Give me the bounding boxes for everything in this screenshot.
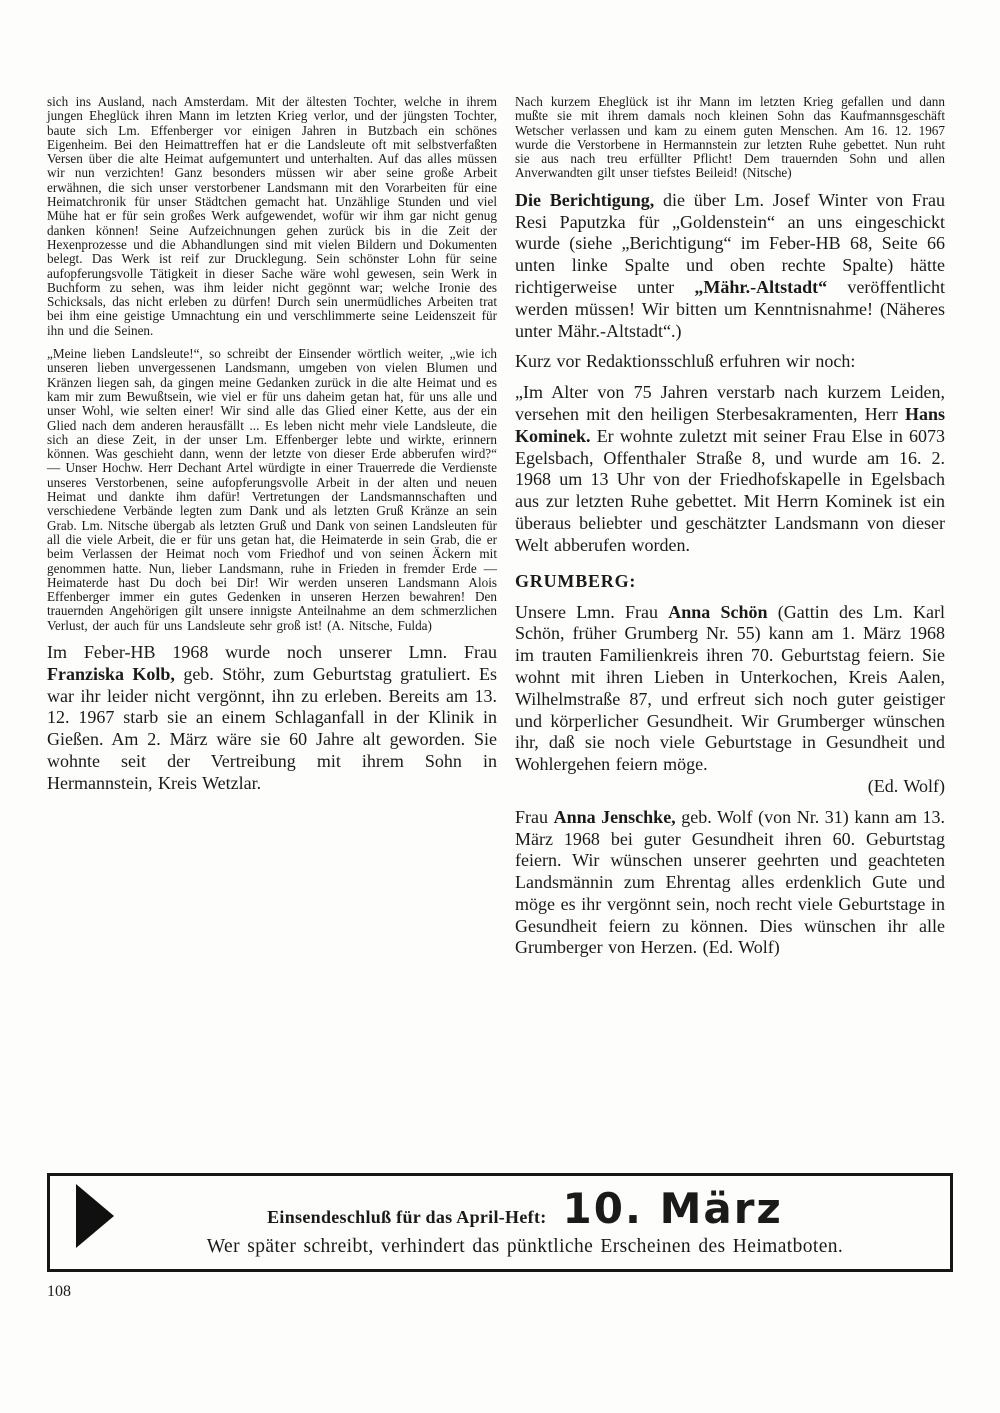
deadline-label: Einsendeschluß für das April-Heft: [267, 1206, 547, 1227]
text: Unsere Lmn. Frau [515, 601, 669, 622]
text: (Ed. Wolf) [867, 775, 945, 796]
deadline-date: 10. März [562, 1183, 783, 1233]
page-content [47, 95, 945, 968]
text: Kurz vor Redaktionsschluß erfuhren wir noch: [515, 351, 856, 372]
schoen-birthday-notice [515, 602, 945, 798]
text: veröffentlicht werden müssen! Wir bitten um Kenntnisnahme! (Näheres unter Mähr.-Altstadt“.) [515, 276, 945, 341]
deadline-banner [47, 1173, 953, 1272]
bold-text: Hans Kominek. [515, 403, 945, 446]
left-column [47, 95, 497, 968]
text: Nach kurzem Eheglück ist ihr Mann im letzten Krieg gefallen und dann mußte sie mit ihrem damals noch kleinen Sohn das Kaufmannsgeschäft Wetscher verlassen und kam zu einem guten Menschen. Am 16. 12. 1967 wurde die Verstorbene in Hermannstein zur letzten Ruhe gebettet. Nun ruht sie aus nach treu erfüllter Pflicht! Dem trauernden Sohn und allen Anverwandten gilt unser tiefstes Beileid! (Nitsche) [515, 94, 945, 181]
text: Im Feber-HB 1968 wurde noch unserer Lmn. Frau [47, 641, 497, 662]
text: geb. Wolf (von Nr. 31) kann am 13. März 1968 bei guter Gesundheit ihren 60. Geburtstag feiern. Wir wünschen unserer geehrten und geachteten Landsmännin zum Ehrentag alles erdenklich Gute und möge es ihr vergönnt sein, noch recht viele Geburtstage in Gesundheit feiern zu können. Dies wünschen ihr alle Grumberger von Herzen. (Ed. Wolf) [515, 806, 945, 958]
grumberg-section-heading [515, 571, 945, 592]
bold-text: Anna Jenschke, [553, 806, 676, 827]
deadline-line [267, 1183, 783, 1233]
text: „Meine lieben Landsleute!“, so schreibt der Einsender wörtlich weiter, „wie ich unseren lieben unvergessenen Landsmann, umgeben von vielen Blumen und Kränzen liegen sah, da gingen meine Gedanken zurück in die alte Heimat und es kam mir zum Bewußtsein, wie viel er für uns daheim getan hat, für uns alle und unser Wohl, wie selten einer! Wir sind alle das Glied einer Kette, aus der ein Glied nach dem anderen herausfällt ... Es leben nicht mehr viele Landsleute, die sich an diese Zeit, in der unser Lm. Effenberger lebte und wirkte, erinnern können. Was geschieht dann, wenn der letzte von dieser Erde abberufen wird?“ — Unser Hochw. Herr Dechant Artel würdigte in einer Trauerrede die Verdienste unseres Verstorbenen, seine aufopferungsvolle Arbeit in der alten und neuen Heimat und dankte ihm dafür! Vertretungen der Landsmannschaften und verschiedene Verbände legten zum Dank und als letzten Gruß Kränze an sein Grab. Lm. Nitsche übergab als letzten Gruß und Dank von seinen Landsleuten für all die viele Arbeit, die er für uns getan hat, die Heimaterde in sein Grab, die er beim Verlassen der Heimat noch vom Friedhof und von seinen Äckern mit genommen hatte. Nun, lieber Landsmann, ruhe in Frieden in fremder Erde — Heimaterde hast Du doch bei Dir! Wir werden unseren Landsmann Alois Effenberger immer ein gutes Gedenken in unseren Herzen bewahren! Den trauernden Angehörigen gilt unsere innigste Anteilnahme an dem schmerzlichen Verlust, der auch für uns Landsleute sehr groß ist! (A. Nitsche, Fulda) [47, 346, 497, 633]
text: Er wohnte zuletzt mit seiner Frau Else in 6073 Egelsbach, Offenthaler Straße 8, und wurde am 16. 2. 1968 um 13 Uhr von der Friedhofskapelle in Egelsbach aus zur letzten Ruhe gebettet. Mit Herrn Kominek ist ein überaus beliebter und geschätzter Landsmann von dieser Welt abberufen worden. [515, 425, 945, 555]
arrow-right-icon [76, 1184, 114, 1248]
text: (Gattin des Lm. Karl Schön, früher Grumberg Nr. 55) kann am 1. März 1968 im trauten Familienkreis ihren 70. Geburtstag feiern. Sie wohnt mit ihren Lieben in Unterkochen, Kreis Aalen, Wilhelmstraße 87, und erfreut sich noch guter geistiger und körperlicher Gesundheit. Wir Grumberger wünschen ihr, daß sie noch viele Geburtstage in Gesundheit und Wohlergehen feiern möge. [515, 601, 945, 775]
text: geb. Stöhr, zum Geburtstag gratuliert. Es war ihr leider nicht vergönnt, ihn zu erleben. Bereits am 13. 12. 1967 starb sie an einem Schlaganfall in der Klinik in Gießen. Am 2. März wäre sie 60 Jahre alt geworden. Sie wohnte seit der Vertreibung mit ihrem Sohn in Hermannstein, Kreis Wetzlar. [47, 663, 498, 793]
bold-text: Die Berichtigung, [515, 189, 655, 210]
page-number: 108 [47, 1283, 71, 1300]
berichtigung-correction [515, 190, 945, 343]
redaktionsschluss-intro [515, 351, 945, 373]
einsender-letter-and-funeral [47, 347, 497, 633]
text: Frau [515, 806, 554, 827]
obituary-effenberger-continuation [47, 95, 497, 338]
kominek-obituary [515, 382, 945, 556]
text: sich ins Ausland, nach Amsterdam. Mit der ältesten Tochter, welche in ihrem jungen Eheglück ihren Mann im letzten Krieg verlor, und der jüngsten Tochter, baute sich Lm. Effenberger vor einigen Jahren in Butzbach ein schönes Eigenheim. Bei den Heimattreffen hat er die Landsleute oft mit selbstverfaßten Versen über die alte Heimat aufgemuntert und unterhalten. Auf das alles müssen wir nun verzichten! Ganz besonders müssen wir aber seine große Arbeit erwähnen, die sich unser verstorbener Landsmann mit den Vorarbeiten für eine Heimatchronik für unser Städtchen gemacht hat. Unzählige Stunden und viel Mühe hat er für sein großes Werk aufgewendet, wofür wir ihm gar nicht genug danken können! Seine Aufzeichnungen gehen zurück bis in die Zeit der Hexenprozesse und die Abhandlungen sind mit vielen Bildern und Dokumenten belegt. Das Werk ist reif zur Drucklegung. Sein schönster Lohn für seine aufopferungsvolle Tätigkeit in dieser Sache wäre wohl gewesen, sein Werk in Buchform zu sehen, was ihm leider nicht gegönnt war; welche Ironie des Schicksals, das nicht erleben zu dürfen! Durch sein unermüdliches Arbeiten trat bei ihm eine geistige Umnachtung ein und verschlimmerte seine Leidenszeit für ihn und die Seinen. [47, 94, 497, 338]
bold-text: Franziska Kolb, [47, 663, 175, 684]
text: die über Lm. Josef Winter von Frau Resi Paputzka für „Goldenstein“ an uns eingeschickt wurde (siehe „Berichtigung“ im Feber-HB 68, Seite 66 unten linke Spalte und oben rechte Spalte) hätte richtigerweise unter [515, 189, 945, 297]
right-column [515, 95, 945, 968]
text: „Im Alter von 75 Jahren verstarb nach kurzem Leiden, versehen mit den heiligen Sterbesakramenten, Herr [515, 382, 945, 424]
kolb-obituary-notice [47, 642, 497, 795]
bold-text: GRUMBERG: [515, 570, 637, 591]
jenschke-birthday-notice [515, 807, 945, 960]
widow-obituary-continuation [515, 95, 945, 181]
bold-text: Anna Schön [668, 601, 768, 622]
deadline-note: Wer später schreibt, verhindert das pünktliche Erscheinen des Heimatboten. [206, 1235, 844, 1257]
bold-text: „Mähr.-Altstadt“ [694, 276, 828, 297]
deadline-banner-content [50, 1176, 950, 1269]
